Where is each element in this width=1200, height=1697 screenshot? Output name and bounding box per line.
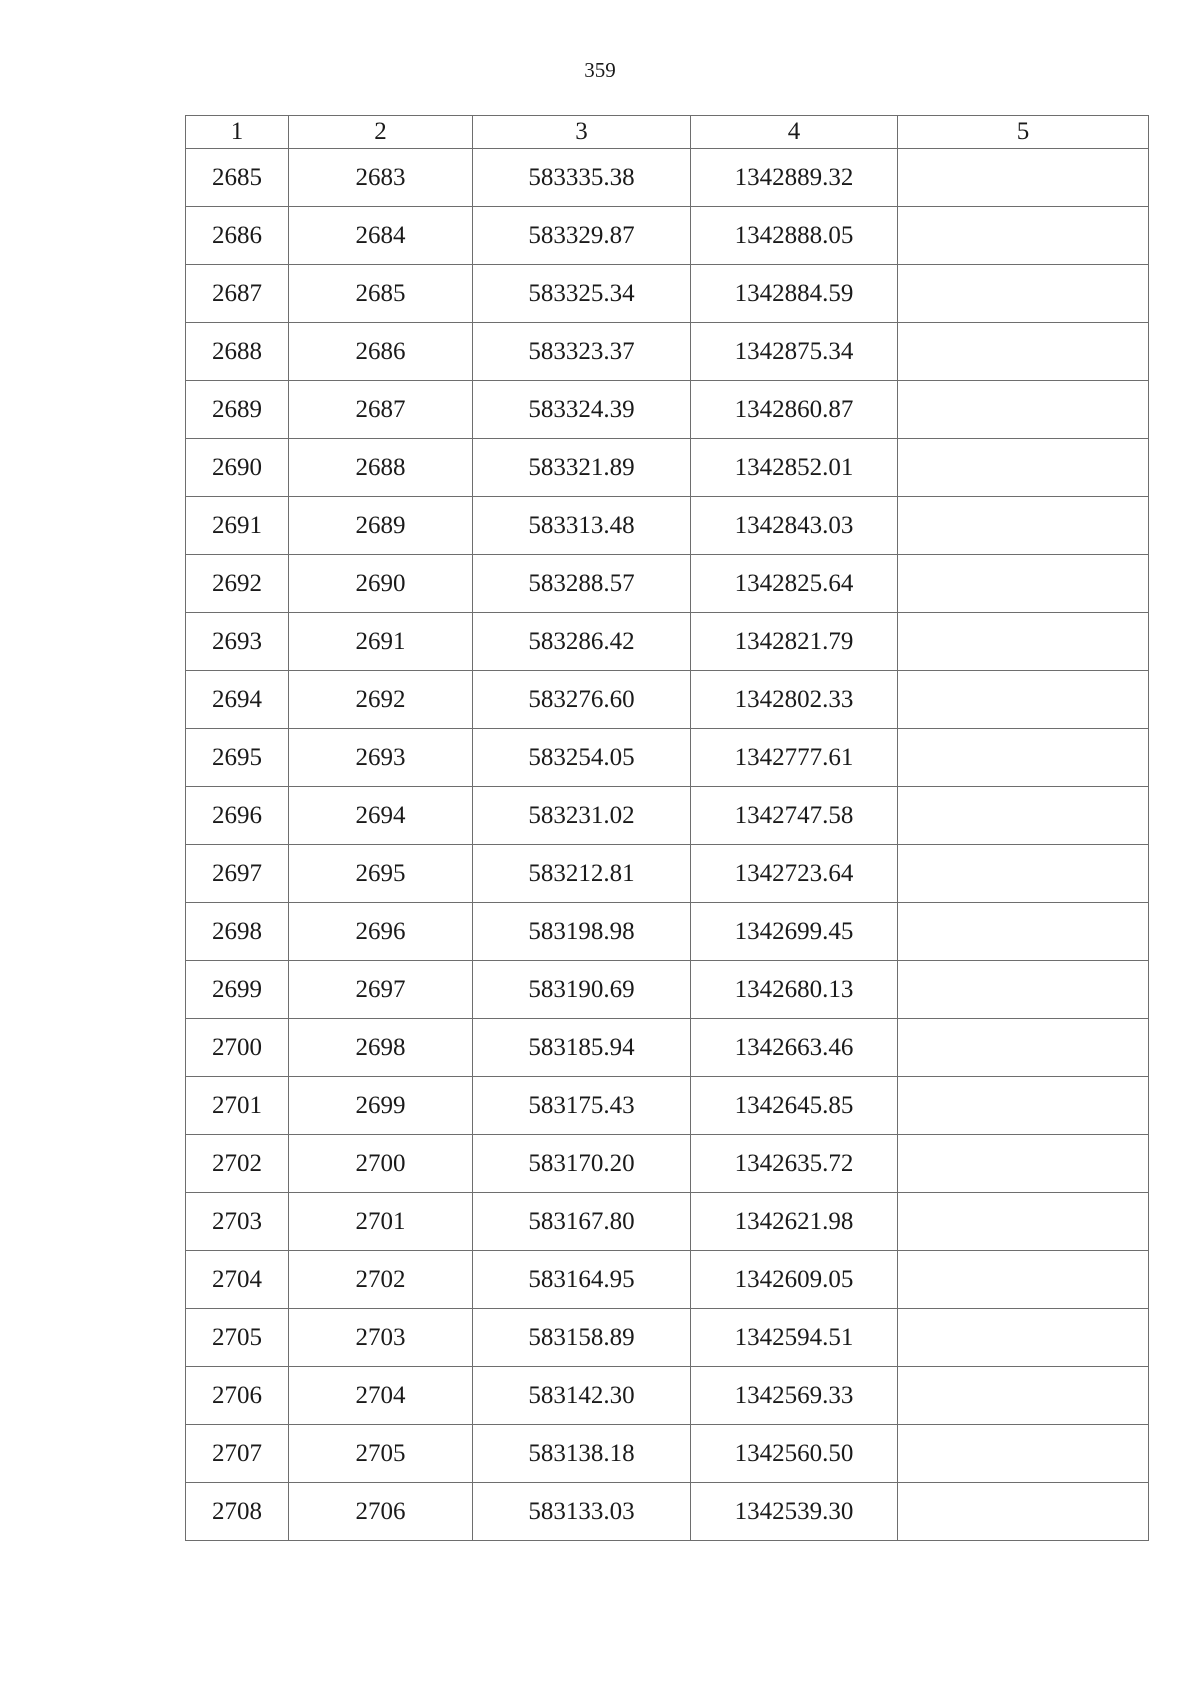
x-coordinate-cell: 583288.57 — [473, 555, 691, 613]
y-coordinate-cell: 1342843.03 — [691, 497, 898, 555]
point-number-cell: 2707 — [186, 1425, 289, 1483]
table-row — [186, 1483, 1149, 1541]
y-coordinate-cell: 1342884.59 — [691, 265, 898, 323]
point-number-cell: 2688 — [186, 323, 289, 381]
column-header-3: 3 — [473, 116, 691, 149]
page-number: 359 — [584, 58, 616, 82]
point-number-cell: 2685 — [186, 149, 289, 207]
x-coordinate-cell: 583158.89 — [473, 1309, 691, 1367]
reference-number-cell: 2691 — [289, 613, 473, 671]
y-coordinate-cell: 1342560.50 — [691, 1425, 898, 1483]
reference-number-cell: 2702 — [289, 1251, 473, 1309]
point-number-cell: 2686 — [186, 207, 289, 265]
x-coordinate-cell: 583142.30 — [473, 1367, 691, 1425]
note-cell — [898, 497, 1149, 555]
note-cell — [898, 555, 1149, 613]
header-row — [186, 116, 1149, 149]
point-number-cell: 2695 — [186, 729, 289, 787]
table-row — [186, 1367, 1149, 1425]
table-row — [186, 729, 1149, 787]
x-coordinate-cell: 583335.38 — [473, 149, 691, 207]
reference-number-cell: 2697 — [289, 961, 473, 1019]
note-cell — [898, 1019, 1149, 1077]
point-number-cell: 2704 — [186, 1251, 289, 1309]
reference-number-cell: 2699 — [289, 1077, 473, 1135]
point-number-cell: 2694 — [186, 671, 289, 729]
note-cell — [898, 1193, 1149, 1251]
x-coordinate-cell: 583138.18 — [473, 1425, 691, 1483]
column-header-1: 1 — [186, 116, 289, 149]
x-coordinate-cell: 583170.20 — [473, 1135, 691, 1193]
point-number-cell: 2702 — [186, 1135, 289, 1193]
table-row — [186, 265, 1149, 323]
point-number-cell: 2689 — [186, 381, 289, 439]
x-coordinate-cell: 583167.80 — [473, 1193, 691, 1251]
table-row — [186, 845, 1149, 903]
note-cell — [898, 1309, 1149, 1367]
point-number-cell: 2708 — [186, 1483, 289, 1541]
reference-number-cell: 2687 — [289, 381, 473, 439]
point-number-cell: 2696 — [186, 787, 289, 845]
point-number-cell: 2698 — [186, 903, 289, 961]
point-number-cell: 2706 — [186, 1367, 289, 1425]
reference-number-cell: 2684 — [289, 207, 473, 265]
note-cell — [898, 1425, 1149, 1483]
y-coordinate-cell: 1342680.13 — [691, 961, 898, 1019]
note-cell — [898, 787, 1149, 845]
note-cell — [898, 1251, 1149, 1309]
point-number-cell: 2701 — [186, 1077, 289, 1135]
table-row — [186, 1193, 1149, 1251]
point-number-cell: 2692 — [186, 555, 289, 613]
y-coordinate-cell: 1342645.85 — [691, 1077, 898, 1135]
y-coordinate-cell: 1342699.45 — [691, 903, 898, 961]
coordinates-table — [185, 115, 1149, 1541]
table-row — [186, 1309, 1149, 1367]
note-cell — [898, 381, 1149, 439]
x-coordinate-cell: 583231.02 — [473, 787, 691, 845]
reference-number-cell: 2686 — [289, 323, 473, 381]
y-coordinate-cell: 1342852.01 — [691, 439, 898, 497]
note-cell — [898, 1077, 1149, 1135]
table-row — [186, 497, 1149, 555]
x-coordinate-cell: 583329.87 — [473, 207, 691, 265]
x-coordinate-cell: 583190.69 — [473, 961, 691, 1019]
table-row — [186, 149, 1149, 207]
point-number-cell: 2697 — [186, 845, 289, 903]
note-cell — [898, 903, 1149, 961]
note-cell — [898, 845, 1149, 903]
reference-number-cell: 2694 — [289, 787, 473, 845]
y-coordinate-cell: 1342635.72 — [691, 1135, 898, 1193]
point-number-cell: 2690 — [186, 439, 289, 497]
table-row — [186, 961, 1149, 1019]
y-coordinate-cell: 1342609.05 — [691, 1251, 898, 1309]
table-row — [186, 613, 1149, 671]
table-row — [186, 439, 1149, 497]
point-number-cell: 2705 — [186, 1309, 289, 1367]
note-cell — [898, 671, 1149, 729]
y-coordinate-cell: 1342802.33 — [691, 671, 898, 729]
x-coordinate-cell: 583164.95 — [473, 1251, 691, 1309]
x-coordinate-cell: 583324.39 — [473, 381, 691, 439]
table-header — [186, 116, 1149, 149]
note-cell — [898, 1367, 1149, 1425]
y-coordinate-cell: 1342569.33 — [691, 1367, 898, 1425]
reference-number-cell: 2690 — [289, 555, 473, 613]
x-coordinate-cell: 583321.89 — [473, 439, 691, 497]
x-coordinate-cell: 583175.43 — [473, 1077, 691, 1135]
x-coordinate-cell: 583325.34 — [473, 265, 691, 323]
y-coordinate-cell: 1342825.64 — [691, 555, 898, 613]
note-cell — [898, 1483, 1149, 1541]
note-cell — [898, 961, 1149, 1019]
y-coordinate-cell: 1342747.58 — [691, 787, 898, 845]
note-cell — [898, 323, 1149, 381]
reference-number-cell: 2689 — [289, 497, 473, 555]
y-coordinate-cell: 1342860.87 — [691, 381, 898, 439]
reference-number-cell: 2704 — [289, 1367, 473, 1425]
y-coordinate-cell: 1342888.05 — [691, 207, 898, 265]
y-coordinate-cell: 1342663.46 — [691, 1019, 898, 1077]
note-cell — [898, 729, 1149, 787]
reference-number-cell: 2706 — [289, 1483, 473, 1541]
y-coordinate-cell: 1342539.30 — [691, 1483, 898, 1541]
y-coordinate-cell: 1342723.64 — [691, 845, 898, 903]
table-row — [186, 1251, 1149, 1309]
note-cell — [898, 265, 1149, 323]
x-coordinate-cell: 583133.03 — [473, 1483, 691, 1541]
table-row — [186, 1425, 1149, 1483]
x-coordinate-cell: 583286.42 — [473, 613, 691, 671]
table-row — [186, 207, 1149, 265]
column-header-5: 5 — [898, 116, 1149, 149]
point-number-cell: 2703 — [186, 1193, 289, 1251]
y-coordinate-cell: 1342594.51 — [691, 1309, 898, 1367]
reference-number-cell: 2693 — [289, 729, 473, 787]
table-row — [186, 787, 1149, 845]
column-header-2: 2 — [289, 116, 473, 149]
reference-number-cell: 2698 — [289, 1019, 473, 1077]
note-cell — [898, 613, 1149, 671]
x-coordinate-cell: 583254.05 — [473, 729, 691, 787]
reference-number-cell: 2705 — [289, 1425, 473, 1483]
table-row — [186, 1077, 1149, 1135]
x-coordinate-cell: 583198.98 — [473, 903, 691, 961]
reference-number-cell: 2700 — [289, 1135, 473, 1193]
reference-number-cell: 2695 — [289, 845, 473, 903]
reference-number-cell: 2692 — [289, 671, 473, 729]
x-coordinate-cell: 583313.48 — [473, 497, 691, 555]
y-coordinate-cell: 1342621.98 — [691, 1193, 898, 1251]
reference-number-cell: 2688 — [289, 439, 473, 497]
y-coordinate-cell: 1342821.79 — [691, 613, 898, 671]
note-cell — [898, 207, 1149, 265]
reference-number-cell: 2683 — [289, 149, 473, 207]
point-number-cell: 2687 — [186, 265, 289, 323]
point-number-cell: 2699 — [186, 961, 289, 1019]
table-row — [186, 323, 1149, 381]
note-cell — [898, 1135, 1149, 1193]
reference-number-cell: 2701 — [289, 1193, 473, 1251]
table-row — [186, 381, 1149, 439]
table-body — [186, 149, 1149, 1541]
x-coordinate-cell: 583185.94 — [473, 1019, 691, 1077]
x-coordinate-cell: 583276.60 — [473, 671, 691, 729]
table-row — [186, 671, 1149, 729]
y-coordinate-cell: 1342777.61 — [691, 729, 898, 787]
x-coordinate-cell: 583212.81 — [473, 845, 691, 903]
table-row — [186, 903, 1149, 961]
table-row — [186, 555, 1149, 613]
reference-number-cell: 2685 — [289, 265, 473, 323]
point-number-cell: 2691 — [186, 497, 289, 555]
column-header-4: 4 — [691, 116, 898, 149]
table-row — [186, 1019, 1149, 1077]
reference-number-cell: 2696 — [289, 903, 473, 961]
point-number-cell: 2700 — [186, 1019, 289, 1077]
x-coordinate-cell: 583323.37 — [473, 323, 691, 381]
point-number-cell: 2693 — [186, 613, 289, 671]
note-cell — [898, 439, 1149, 497]
y-coordinate-cell: 1342875.34 — [691, 323, 898, 381]
y-coordinate-cell: 1342889.32 — [691, 149, 898, 207]
table-row — [186, 1135, 1149, 1193]
reference-number-cell: 2703 — [289, 1309, 473, 1367]
note-cell — [898, 149, 1149, 207]
